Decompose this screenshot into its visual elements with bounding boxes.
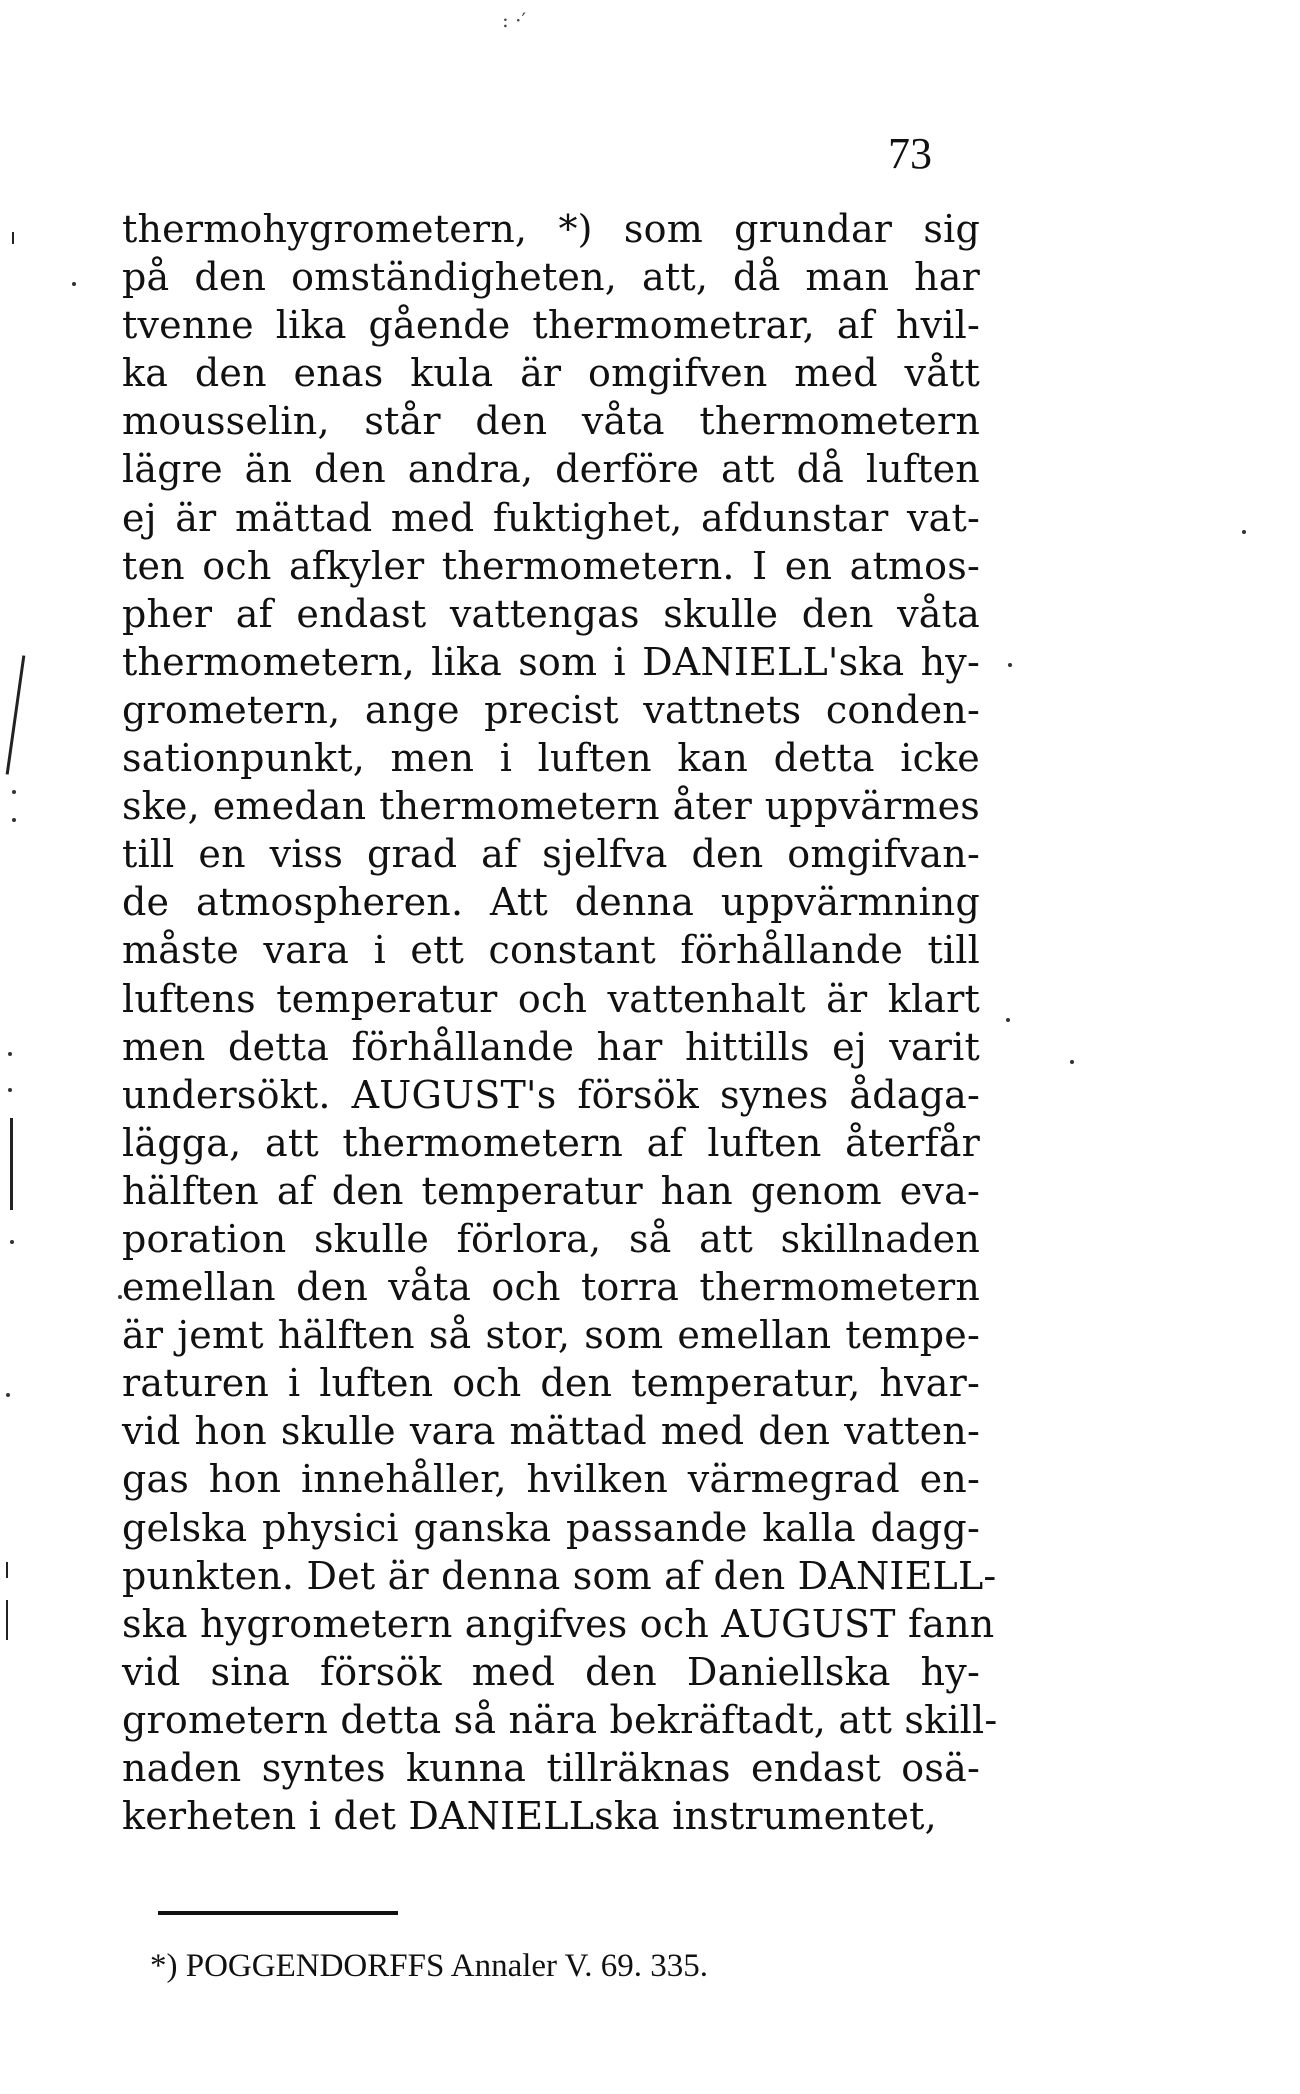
text-line: gelska physici ganska passande kalla dagg- <box>122 1505 980 1550</box>
text-line: ten och afkyler thermometern. I en atmos- <box>122 543 980 588</box>
text-line: lägga, att thermometern af luften återfår <box>122 1120 980 1165</box>
text-line: thermometern, lika som i DANIELL'ska hy- <box>122 639 980 684</box>
text-line: vid hon skulle vara mättad med den vatten- <box>122 1409 980 1454</box>
margin-artifact <box>1242 530 1246 534</box>
margin-artifact <box>12 232 14 244</box>
margin-artifact <box>72 282 76 286</box>
margin-artifact <box>12 790 16 794</box>
body-text <box>122 205 998 1840</box>
margin-artifact <box>1008 663 1012 667</box>
text-line: men detta förhållande har hittills ej varit <box>122 1024 980 1069</box>
scan-speck: : ·′ <box>502 8 526 32</box>
text-line: de atmospheren. Att denna uppvärmning <box>122 880 980 925</box>
text-line: ej är mättad med fuktighet, afdunstar vat- <box>122 495 980 540</box>
margin-artifact <box>118 1295 122 1299</box>
margin-artifact <box>10 1240 14 1244</box>
margin-artifact <box>6 1562 8 1578</box>
margin-artifact <box>6 655 26 774</box>
text-line: lägre än den andra, derföre att då luften <box>122 447 980 492</box>
text-line: thermohygrometern, *) som grundar sig <box>122 207 980 251</box>
margin-artifact <box>1070 1060 1074 1064</box>
margin-artifact <box>8 1088 12 1092</box>
text-line: grometern, ange precist vattnets conden- <box>122 687 980 732</box>
text-line: kerheten i det DANIELLska instrumentet, <box>122 1794 937 1839</box>
margin-artifact <box>6 1393 10 1397</box>
footnote-rule <box>158 1911 398 1915</box>
text-line: hälften af den temperatur han genom eva- <box>122 1168 980 1213</box>
text-line: ska hygrometern angifves och AUGUST fann <box>122 1601 995 1646</box>
margin-artifact <box>12 818 16 822</box>
text-line: vid sina försök med den Daniellska hy- <box>122 1649 980 1694</box>
text-line: på den omständigheten, att, då man har <box>122 255 980 300</box>
text-line: poration skulle förlora, så att skillnaden <box>122 1216 980 1261</box>
text-line: raturen i luften och den temperatur, hvar- <box>122 1361 980 1406</box>
margin-artifact <box>6 1600 8 1640</box>
text-line: undersökt. AUGUST's försök synes ådaga- <box>122 1072 980 1117</box>
text-line: emellan den våta och torra thermometern <box>122 1265 980 1310</box>
text-line: grometern detta så nära bekräftadt, att skill- <box>122 1697 998 1742</box>
page-number: 73 <box>888 129 932 178</box>
text-line: sationpunkt, men i luften kan detta icke <box>122 736 980 781</box>
text-line: punkten. Det är denna som af den DANIELL- <box>122 1553 997 1598</box>
footnote: *) POGGENDORFFS Annaler V. 69. 335. <box>150 1948 709 1984</box>
text-line: ske, emedan thermometern åter uppvärmes <box>122 784 980 829</box>
text-line: måste vara i ett constant förhållande till <box>122 928 980 973</box>
text-line: naden syntes kunna tillräknas endast osä- <box>122 1746 980 1790</box>
text-line: tvenne lika gående thermometrar, af hvil- <box>122 303 980 348</box>
margin-artifact <box>10 1118 13 1210</box>
text-line: till en viss grad af sjelfva den omgifvan- <box>122 832 980 877</box>
text-line: ka den enas kula är omgifven med vått <box>122 351 980 396</box>
text-line: gas hon innehåller, hvilken värmegrad en- <box>122 1457 980 1502</box>
text-line: är jemt hälften så stor, som emellan tempe- <box>122 1313 980 1358</box>
text-line: pher af endast vattengas skulle den våta <box>122 591 980 636</box>
text-line: luftens temperatur och vattenhalt är klart <box>122 976 980 1021</box>
text-line: mousselin, står den våta thermometern <box>122 399 980 444</box>
margin-artifact <box>8 1052 12 1056</box>
margin-artifact <box>1006 1018 1010 1022</box>
